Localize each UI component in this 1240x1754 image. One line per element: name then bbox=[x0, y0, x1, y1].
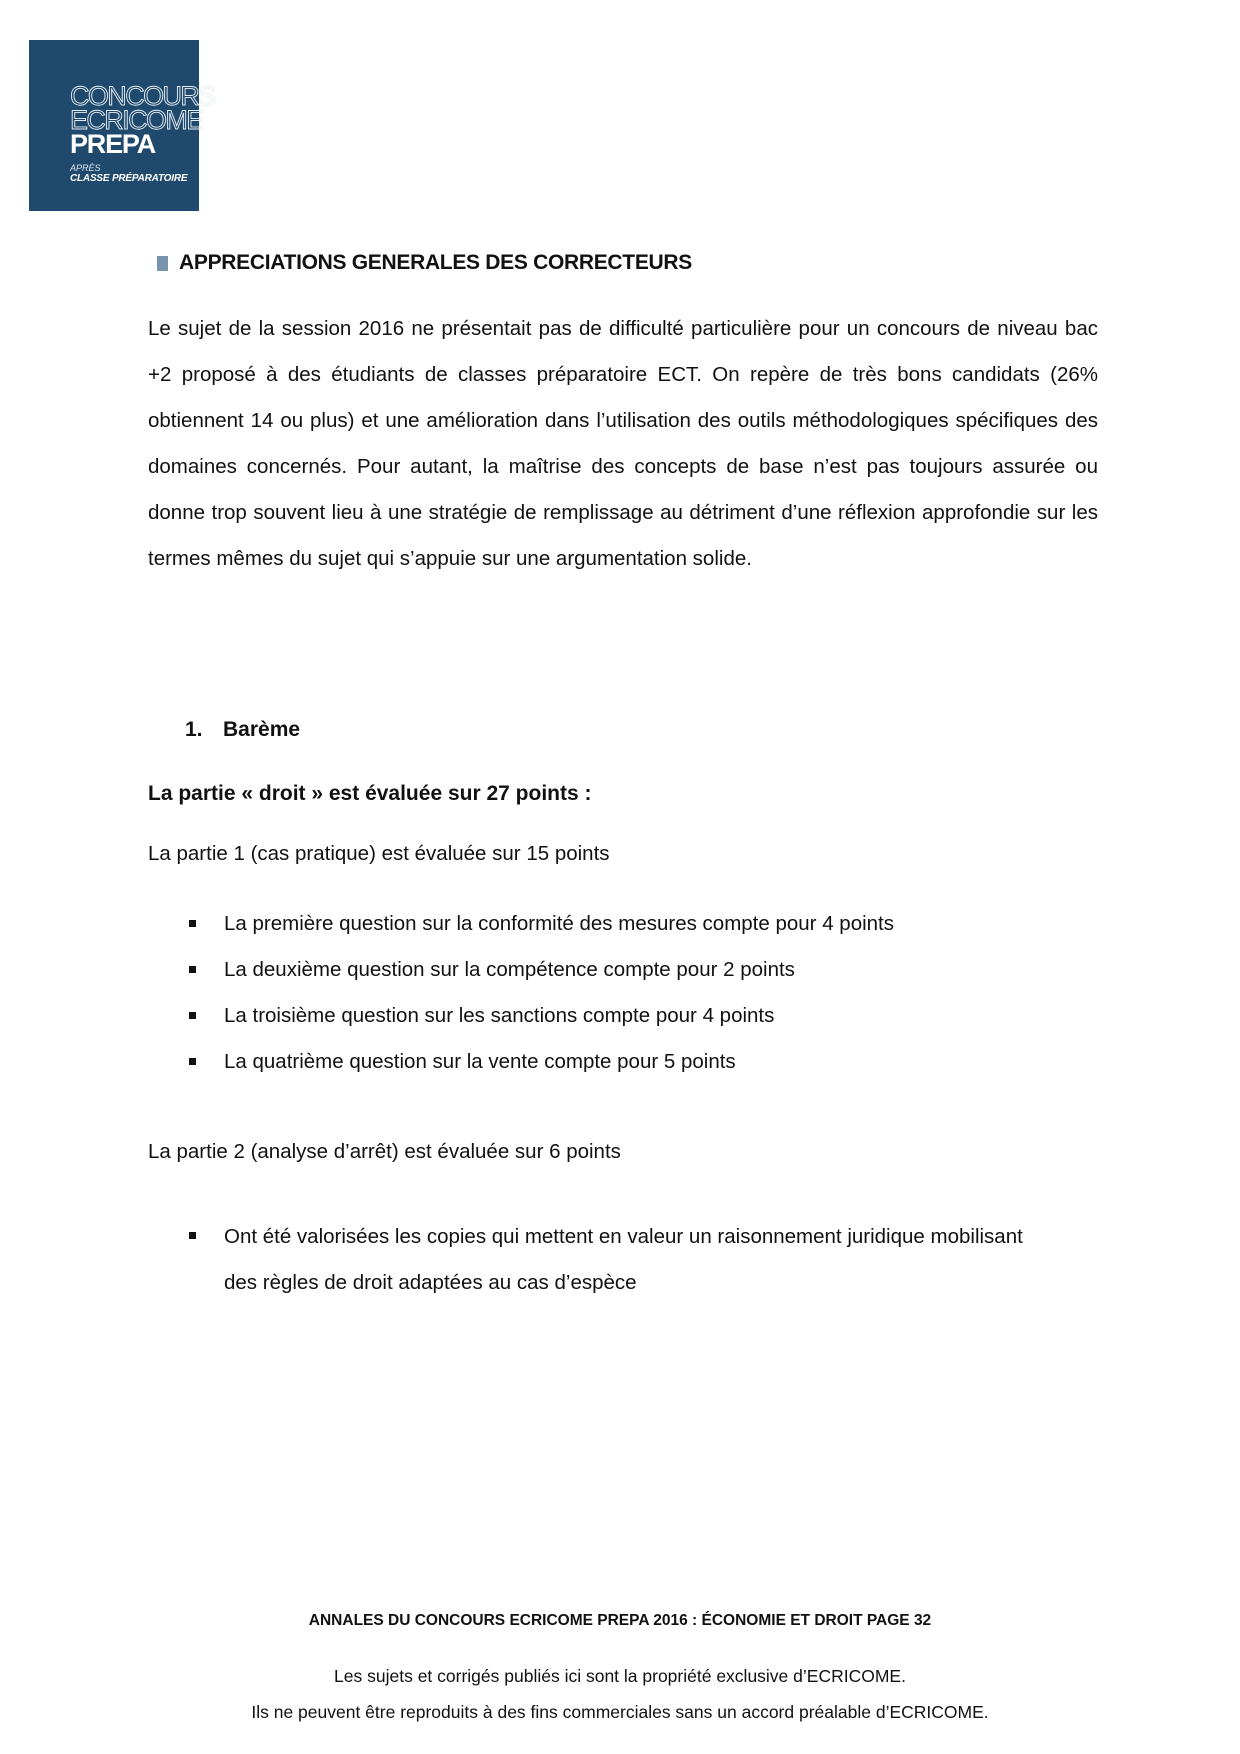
footer-line-2: Ils ne peuvent être reproduits à des fins commerciales sans un accord préalable d’ECRICOME. bbox=[251, 1702, 989, 1722]
logo-line-ecricome: ECRICOME bbox=[70, 105, 203, 135]
intro-paragraph: Le sujet de la session 2016 ne présentait pas de difficulté particulière pour un concours de niveau bac +2 proposé à des étudiants de classes préparatoire ECT. On repère de très bons candidats (26% obtiennent 14 ou plus) et une amélioration dans l’utilisation des outils méthodologiques spécifiques des domaines concernés. Pour autant, la maîtrise des concepts de base n’est pas toujours assurée ou donne trop souvent lieu à une stratégie de remplissage au détriment d’une réflexion approfondie sur les termes mêmes du sujet qui s’appuie sur une argumentation solide. bbox=[148, 317, 1098, 570]
square-bullet-icon bbox=[189, 1058, 196, 1065]
logo-line-prepa: PREPA bbox=[70, 129, 156, 159]
square-bullet-icon bbox=[189, 1012, 196, 1019]
section-heading bbox=[157, 250, 692, 276]
list-item: La deuxième question sur la compétence compte pour 2 points bbox=[185, 956, 894, 1002]
square-bullet-icon bbox=[157, 256, 168, 271]
logo-line-apres: APRÈS bbox=[70, 163, 101, 173]
footer-line-1: Les sujets et corrigés publiés ici sont la propriété exclusive d’ECRICOME. bbox=[334, 1666, 906, 1686]
square-bullet-icon bbox=[189, 1232, 196, 1239]
section-heading-text: APPRECIATIONS GENERALES DES CORRECTEURS bbox=[179, 251, 692, 274]
bareme-number: 1. bbox=[185, 718, 203, 741]
list-item: Ont été valorisées les copies qui mettent en valeur un raisonnement juridique mobilisant des règles de droit adaptées au cas d’espèce bbox=[185, 1214, 1045, 1306]
bareme-heading bbox=[185, 718, 300, 742]
list-item: La première question sur la conformité des mesures compte pour 4 points bbox=[185, 910, 894, 956]
partie2-line: La partie 2 (analyse d’arrêt) est évaluée sur 6 points bbox=[148, 1140, 621, 1163]
footer-title: ANNALES DU CONCOURS ECRICOME PREPA 2016 : ÉCONOMIE ET DROIT PAGE 32 bbox=[308, 1612, 932, 1629]
partie1-list bbox=[185, 910, 894, 1094]
logo-line-classe-preparatoire: CLASSE PRÉPARATOIRE bbox=[70, 173, 188, 184]
list-item: La troisième question sur les sanctions compte pour 4 points bbox=[185, 1002, 894, 1048]
partie1-line: La partie 1 (cas pratique) est évaluée sur 15 points bbox=[148, 842, 610, 865]
bareme-title: Barème bbox=[223, 718, 301, 741]
list-item: La quatrième question sur la vente compte pour 5 points bbox=[185, 1048, 894, 1094]
logo-line-concours: CONCOURS bbox=[70, 81, 215, 111]
square-bullet-icon bbox=[189, 920, 196, 927]
square-bullet-icon bbox=[189, 966, 196, 973]
droit-points-line: La partie « droit » est évaluée sur 27 points : bbox=[148, 782, 592, 805]
ecricome-logo bbox=[29, 40, 215, 211]
partie2-list bbox=[185, 1214, 1045, 1306]
